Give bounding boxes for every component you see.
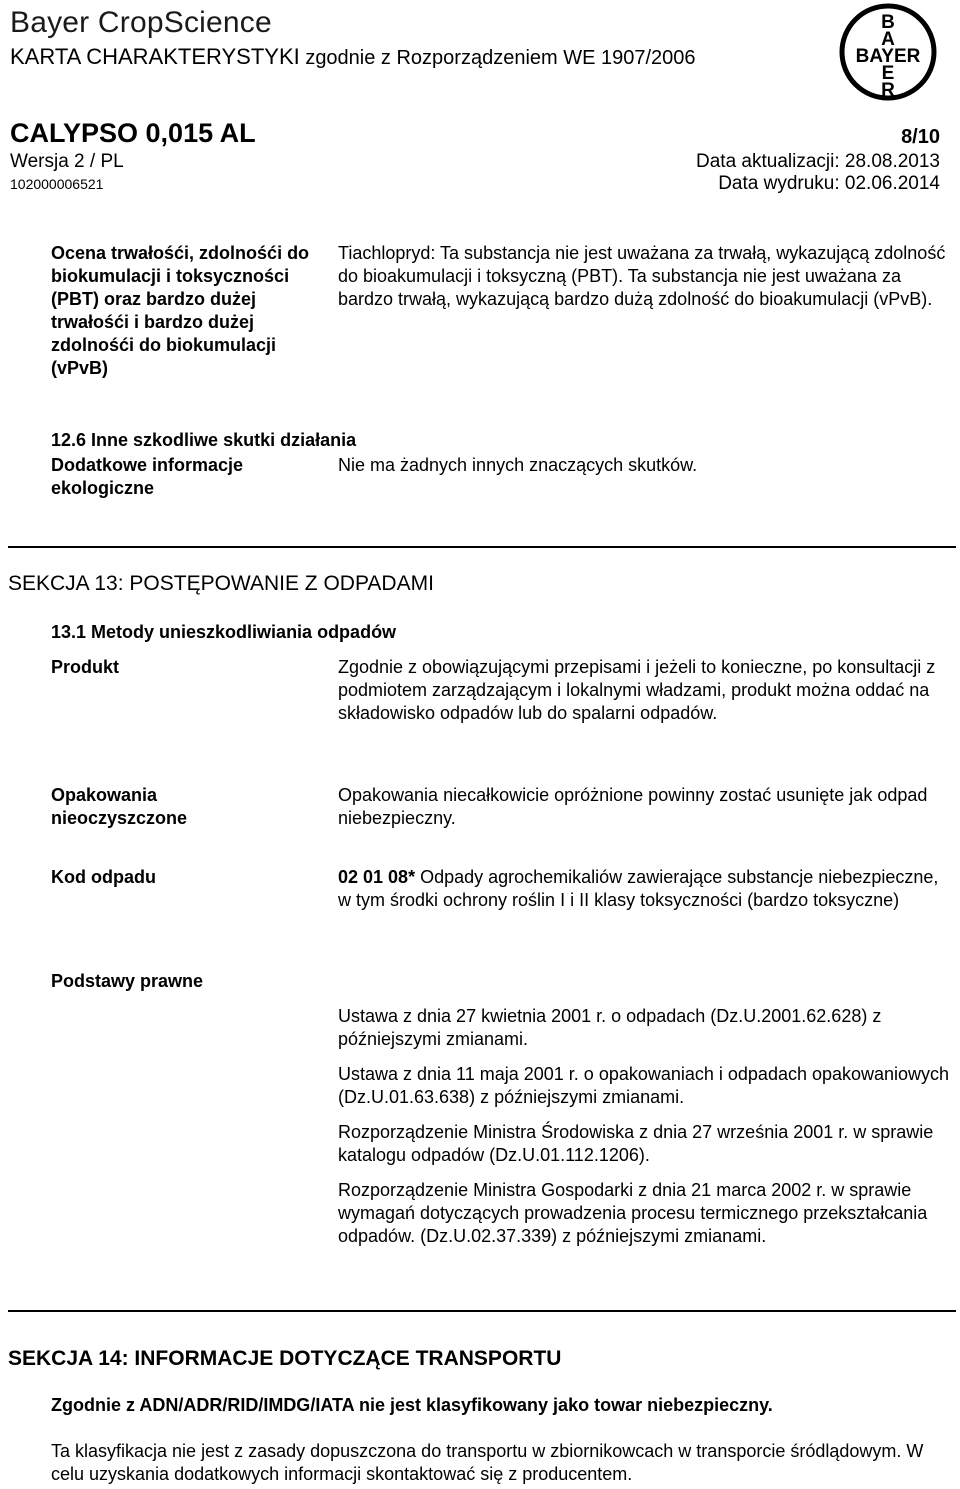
section-divider [8, 546, 956, 548]
product-name: CALYPSO 0,015 AL [10, 118, 256, 148]
bayer-logo-icon [838, 2, 938, 102]
legal-item: Rozporządzenie Ministra Gospodarki z dnia 21 marca 2002 r. w sprawie wymagań dotyczących prowadzenia procesu termicznego przekształcania odpadów. (Dz.U.02.37.339) z późniejszymi zmianami. [338, 1180, 928, 1246]
document-title [10, 44, 696, 70]
product-disposal-text: Zgodnie z obowiązującymi przepisami i jeżeli to konieczne, po konsultacji z podmiotem zarządzającym i lokalnymi władzami, produkt można oddać na składowisko odpadów lub do spalarni odpadów. [338, 657, 936, 723]
update-date: Data aktualizacji: 28.08.2013 [696, 151, 940, 172]
pbt-text: Tiachlopryd: Ta substancja nie jest uważana za trwałą, wykazującą zdolność do bioakumulacji i toksyczną (PBT). Ta substancja nie jest uważana za bardzo trwałą, wykazującą bardzo dużą zdolność do bioakumulacji (vPvB). [338, 243, 946, 309]
legal-basis-list [338, 1005, 950, 1260]
svg-text:BAYER: BAYER [855, 46, 921, 67]
waste-code-description: Odpady agrochemikaliów zawierające substancje niebezpieczne, w tym środki ochrony roślin I i II klasy toksyczności (bardzo toksyczne) [338, 867, 939, 910]
legal-basis-label: Podstawy prawne [51, 971, 204, 991]
subsection-12-6-title: 12.6 Inne szkodliwe skutki działania [51, 430, 357, 450]
additional-info-label: Dodatkowe informacje ekologiczne [51, 455, 244, 498]
legal-item: Ustawa z dnia 11 maja 2001 r. o opakowaniach i odpadach opakowaniowych (Dz.U.01.63.638) z późniejszymi zmianami. [338, 1064, 950, 1107]
packaging-label: Opakowania nieoczyszczone [51, 785, 188, 828]
packaging-text: Opakowania niecałkowicie opróżnione powinny zostać usunięte jak odpad niebezpieczny. [338, 785, 928, 828]
adn-statement: Zgodnie z ADN/ADR/RID/IMDG/IATA nie jest klasyfikowany jako towar niebezpieczny. [51, 1395, 773, 1415]
doc-title-main: KARTA CHARAKTERYSTYKI [10, 44, 300, 69]
additional-info-text: Nie ma żadnych innych znaczących skutków. [338, 455, 698, 475]
pbt-label: Ocena trwałośći, zdolnośći do biokumulacji i toksyczności (PBT) oraz bardzo dużej trwałośći i bardzo dużej zdolnośći do biokumulacji (vPvB) [51, 243, 310, 378]
svg-text:A: A [881, 29, 895, 50]
company-name: Bayer CropScience [10, 6, 272, 39]
section-14-title: SEKCJA 14: INFORMACJE DOTYCZĄCE TRANSPORTU [8, 1347, 562, 1370]
page-number: 8/10 [901, 126, 940, 148]
product-label: Produkt [51, 657, 120, 677]
svg-text:R: R [881, 80, 895, 101]
subsection-13-1-title: 13.1 Metody unieszkodliwiania odpadów [51, 622, 397, 642]
print-date: Data wydruku: 02.06.2014 [718, 173, 940, 194]
tank-transport-statement: Ta klasyfikacja nie jest z zasady dopuszczona do transportu w zbiornikowcach w transporcie śródlądowym. W celu uzyskania dodatkowych informacji skontaktować się z producentem. [51, 1441, 924, 1484]
waste-code-text [338, 866, 948, 912]
svg-text:E: E [881, 63, 895, 84]
version: Wersja 2 / PL [10, 151, 124, 172]
svg-text:B: B [881, 12, 895, 33]
legal-item: Ustawa z dnia 27 kwietnia 2001 r. o odpadach (Dz.U.2001.62.628) z późniejszymi zmianami. [338, 1006, 882, 1049]
section-13-title: SEKCJA 13: POSTĘPOWANIE Z ODPADAMI [8, 572, 434, 595]
waste-code: 02 01 08* [338, 867, 416, 887]
legal-item: Rozporządzenie Ministra Środowiska z dnia 27 września 2001 r. w sprawie katalogu odpadów (Dz.U.01.112.1206). [338, 1122, 934, 1165]
waste-code-label: Kod odpadu [51, 867, 156, 887]
section-divider [8, 1310, 956, 1312]
product-code: 102000006521 [10, 176, 104, 192]
doc-regulation: zgodnie z Rozporządzeniem WE 1907/2006 [305, 47, 696, 69]
